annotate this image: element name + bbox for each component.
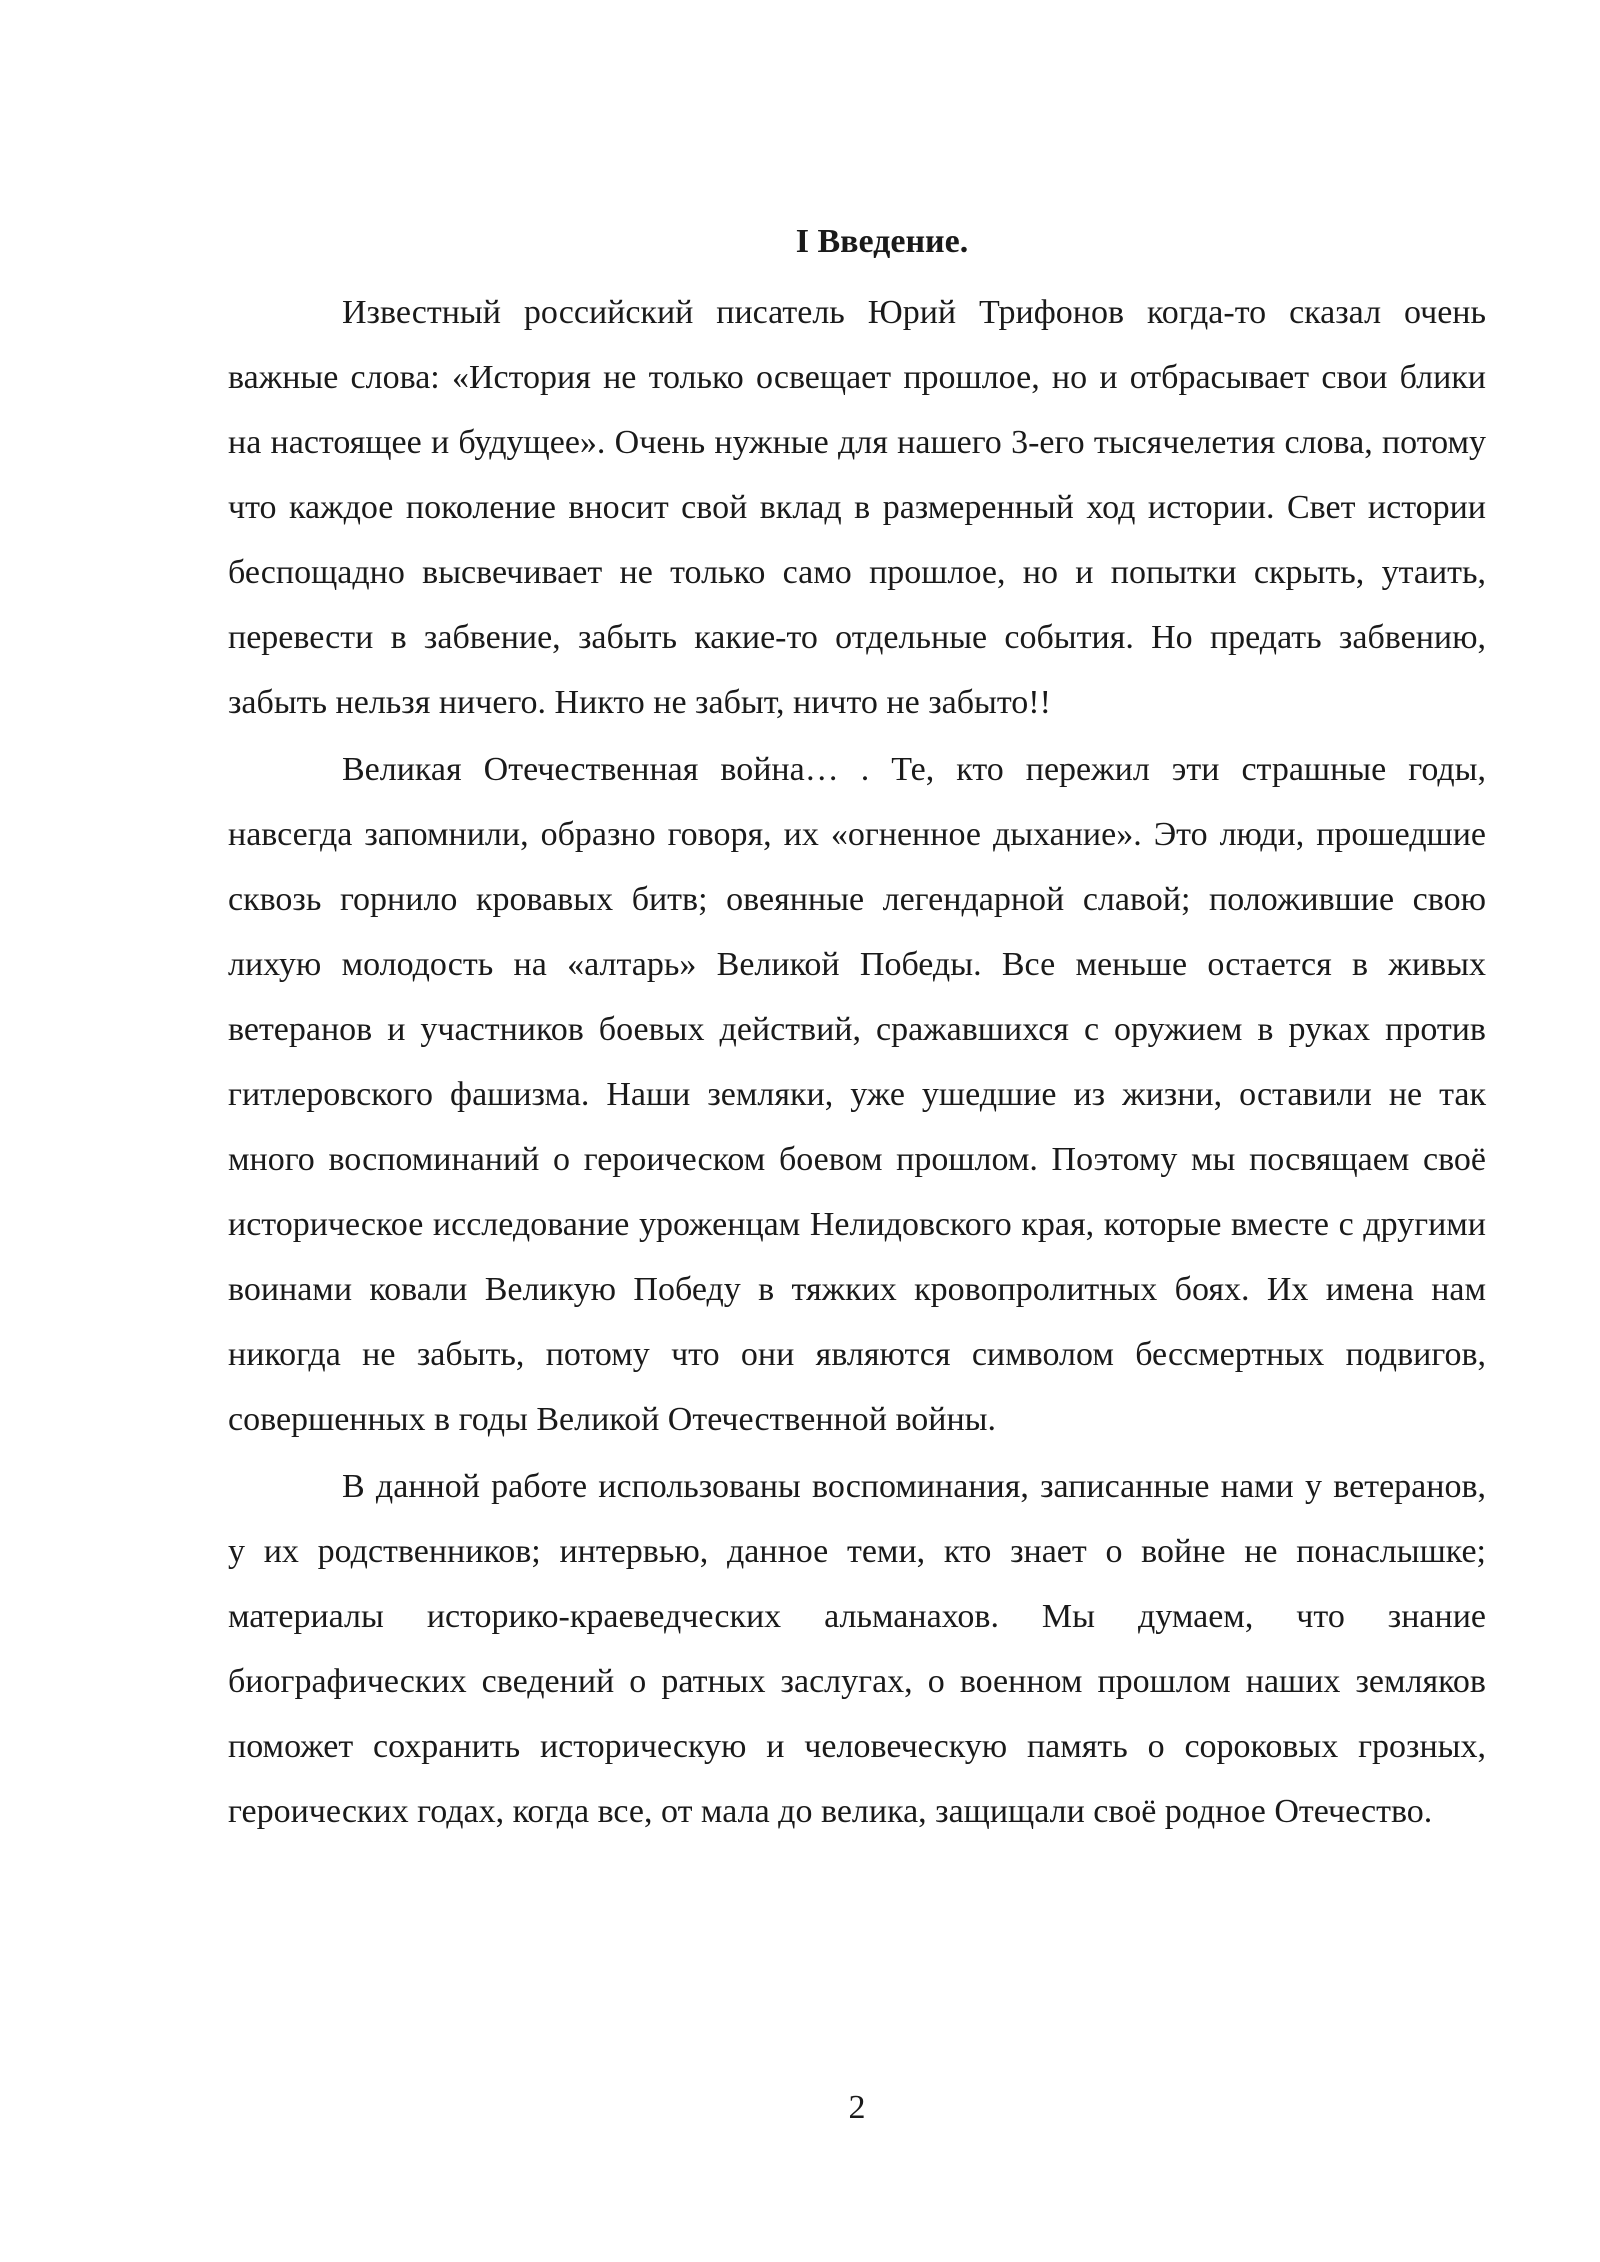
paragraph-trifonov-quote: Известный российский писатель Юрий Трифонов когда-то сказал очень важные слова: «История не только освещает прошлое, но и отбрасывает свои блики на настоящее и будущее». Очень нужные для нашего 3-его тысячелетия слова, потому что каждое поколение вносит свой вклад в размеренный ход истории. Свет истории беспощадно высвечивает не только само прошлое, но и попытки скрыть, утаить, перевести в забвение, забыть какие-то отдельные события. Но предать забвению, забыть нельзя ничего. Никто не забыт, ничто не забыто!!: [228, 294, 1486, 721]
paragraph-sources: В данной работе использованы воспоминания, записанные нами у ветеранов, у их родственников; интервью, данное теми, кто знает о войне не понаслышке; материалы историко-краеведческих альманахов. Мы думаем, что знание биографических сведений о ратных заслугах, о военном прошлом наших земляков поможет сохранить историческую и человеческую память о сороковых грозных, героических годах, когда все, от мала до велика, защищали своё родное Отечество.: [228, 1468, 1486, 1830]
paragraph-great-patriotic-war: Великая Отечественная война… . Те, кто пережил эти страшные годы, навсегда запомнили, образно говоря, их «огненное дыхание». Это люди, прошедшие сквозь горнило кровавых битв; овеянные легендарной славой; положившие свою лихую молодость на «алтарь» Великой Победы. Все меньше остается в живых ветеранов и участников боевых действий, сражавшихся с оружием в руках против гитлеровского фашизма. Наши земляки, уже ушедшие из жизни, оставили не так много воспоминаний о героическом боевом прошлом. Поэтому мы посвящаем своё историческое исследование уроженцам Нелидовского края, которые вместе с другими воинами ковали Великую Победу в тяжких кровопролитных боях. Их имена нам никогда не забыть, потому что они являются символом бессмертных подвигов, совершенных в годы Великой Отечественной войны.: [228, 751, 1486, 1438]
page-number: 2: [848, 2089, 866, 2126]
section-heading: I Введение.: [795, 223, 969, 260]
document-page: [228, 212, 1486, 1844]
